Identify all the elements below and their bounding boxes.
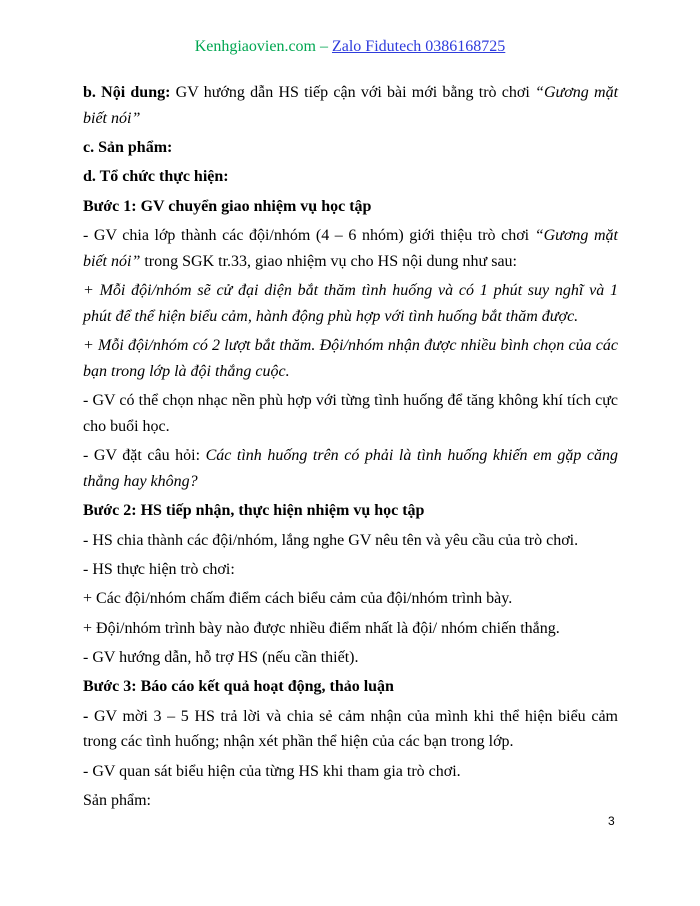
- b2-line-5: - GV hướng dẫn, hỗ trợ HS (nếu cần thiết).: [83, 648, 359, 666]
- document-body: [83, 80, 618, 817]
- buoc-1-heading: Bước 1: GV chuyển giao nhiệm vụ học tập: [83, 197, 372, 215]
- b1-question-b: Các tình huống trên có phải là tình huống khiến em gặp căng thẳng hay không?: [83, 447, 618, 491]
- b3-dash: -: [83, 707, 89, 725]
- b2-line-3: + Các đội/nhóm chấm điểm cách biểu cảm của đội/nhóm trình bày.: [83, 590, 513, 608]
- b2-line-4: + Đội/nhóm trình bày nào được nhiều điểm nhất là đội/ nhóm chiến thắng.: [83, 619, 560, 637]
- b3-line-1-paragraph: [83, 704, 618, 756]
- b1-intro-game: “Gương mặt biết nói”: [83, 226, 618, 270]
- noi-dung-paragraph: [83, 80, 618, 132]
- b1-intro-b: trong SGK tr.33, giao nhiệm vụ cho HS nội dung như sau:: [140, 252, 517, 270]
- noi-dung-label: b. Nội dung:: [83, 84, 171, 101]
- b1-intro-a: - GV chia lớp thành các đội/nhóm (4 – 6 nhóm) giới thiệu trò chơi: [83, 226, 535, 244]
- b2-line-2: - HS thực hiện trò chơi:: [83, 561, 235, 579]
- noi-dung-text: GV hướng dẫn HS tiếp cận với bài mới bằng trò chơi: [170, 84, 536, 101]
- page-number: 3: [608, 814, 615, 828]
- header-separator: –: [315, 38, 332, 55]
- to-chuc-heading: d. Tổ chức thực hiện:: [83, 168, 229, 186]
- site-link[interactable]: Kenhgiaovien.com: [194, 38, 316, 55]
- san-pham-end: Sản phẩm:: [83, 791, 151, 809]
- b1-music: - GV có thể chọn nhạc nền phù hợp với từng tình huống để tăng không khí tích cực cho buổi học.: [83, 392, 618, 436]
- noi-dung-game: “Gương mặt biết nói”: [83, 84, 619, 127]
- zalo-link[interactable]: Zalo Fidutech 0386168725: [331, 38, 506, 55]
- page-header: [0, 38, 700, 56]
- b1-intro-paragraph: [83, 223, 618, 275]
- b3-line-1: GV mời 3 – 5 HS trả lời và chia sẻ cảm nhận của mình khi thể hiện biểu cảm trong các tình huống; nhận xét phần thể hiện của các bạn trong lớp.: [83, 707, 618, 751]
- b1-rule-2: + Mỗi đội/nhóm có 2 lượt bắt thăm. Đội/nhóm nhận được nhiều bình chọn của các bạn trong lớp là đội thắng cuộc.: [83, 337, 618, 380]
- b1-question-a: - GV đặt câu hỏi:: [83, 447, 206, 465]
- b1-rule-1: + Mỗi đội/nhóm sẽ cử đại diện bắt thăm tình huống và có 1 phút suy nghĩ và 1 phút để thể hiện biểu cảm, hành động phù hợp với tình huống bắt thăm được.: [83, 282, 618, 325]
- b1-question-paragraph: [83, 443, 618, 495]
- san-pham-heading: c. Sản phẩm:: [83, 139, 173, 157]
- b2-line-1: - HS chia thành các đội/nhóm, lắng nghe GV nêu tên và yêu cầu của trò chơi.: [83, 531, 579, 549]
- b3-line-2: - GV quan sát biểu hiện của từng HS khi tham gia trò chơi.: [83, 762, 461, 780]
- buoc-3-heading: Bước 3: Báo cáo kết quả hoạt động, thảo luận: [83, 678, 394, 696]
- buoc-2-heading: Bước 2: HS tiếp nhận, thực hiện nhiệm vụ học tập: [83, 502, 425, 520]
